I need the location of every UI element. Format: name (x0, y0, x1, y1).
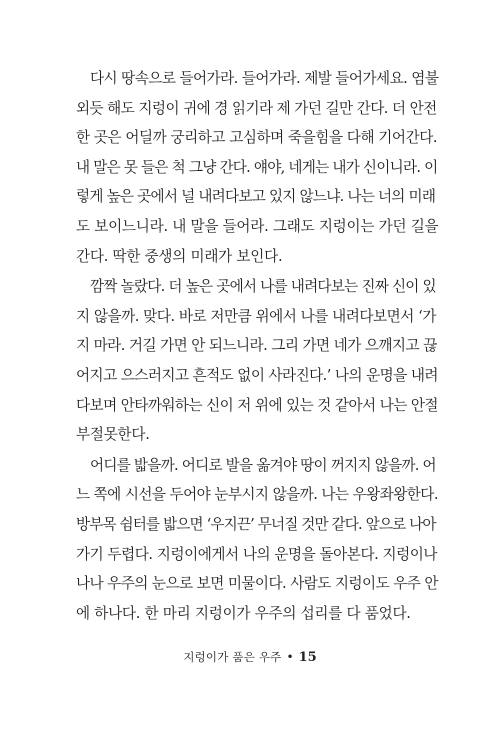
text-line: 다시 땅속으로 들어가라. 들어가라. 제발 들어가세요. 염불 (90, 70, 439, 87)
text-line: 에 하나다. 한 마리 지렁이가 우주의 섭리를 다 품었다. (76, 604, 411, 622)
text-line: 깜짝 놀랐다. 더 높은 곳에서 나를 내려다보는 진짜 신이 있 (90, 278, 436, 296)
text-line: 간다. 딱한 중생의 미래가 보인다. (76, 247, 283, 265)
text-line: 느 쪽에 시선을 두어야 눈부시지 않을까. 나는 우왕좌왕한다. (76, 486, 438, 504)
footer-separator: • (286, 650, 294, 664)
text-line: 어디를 밟을까. 어디로 발을 옮겨야 땅이 꺼지지 않을까. 어 (90, 456, 436, 474)
text-line: 외듯 해도 지렁이 귀에 경 읽기라 제 가던 길만 간다. 더 안전 (76, 99, 437, 117)
text-line: 렇게 높은 곳에서 널 내려다보고 있지 않느냐. 나는 너의 미래 (76, 188, 436, 206)
text-line: 나나 우주의 눈으로 보면 미물이다. 사람도 지렁이도 우주 안 (76, 575, 438, 593)
running-title: 지렁이가 품은 우주 (183, 650, 282, 664)
text-line: 지 않을까. 맞다. 바로 저만큼 위에서 나를 내려다보면서 ‘가 (76, 307, 436, 325)
text-line: 부절못한다. (76, 426, 150, 444)
text-line: 도 보이느니라. 내 말을 들어라. 그래도 지렁이는 가던 길을 (76, 217, 439, 235)
text-line: 다보며 안타까워하는 신이 저 위에 있는 것 같아서 나는 안절 (76, 396, 438, 414)
text-line: 지 마라. 거길 가면 안 되느니라. 그리 가면 네가 으깨지고 끊 (76, 337, 437, 355)
body-text (76, 64, 438, 628)
page-number: 15 (298, 650, 317, 665)
text-line: 가기 두렵다. 지렁이에게서 나의 운명을 돌아본다. 지렁이나 (76, 545, 438, 563)
text-line: 방부목 쉼터를 밟으면 ‘우지끈’ 무너질 것만 같다. 앞으로 나아 (76, 515, 436, 533)
text-line: 어지고 으스러지고 흔적도 없이 사라진다.’ 나의 운명을 내려 (76, 366, 438, 384)
page-footer (0, 649, 500, 665)
text-line: 한 곳은 어딜까 궁리하고 고심하며 죽을힘을 다해 기어간다. (76, 129, 438, 147)
text-line: 내 말은 못 들은 척 그냥 간다. 얘야, 네게는 내가 신이니라. 이 (76, 158, 438, 176)
